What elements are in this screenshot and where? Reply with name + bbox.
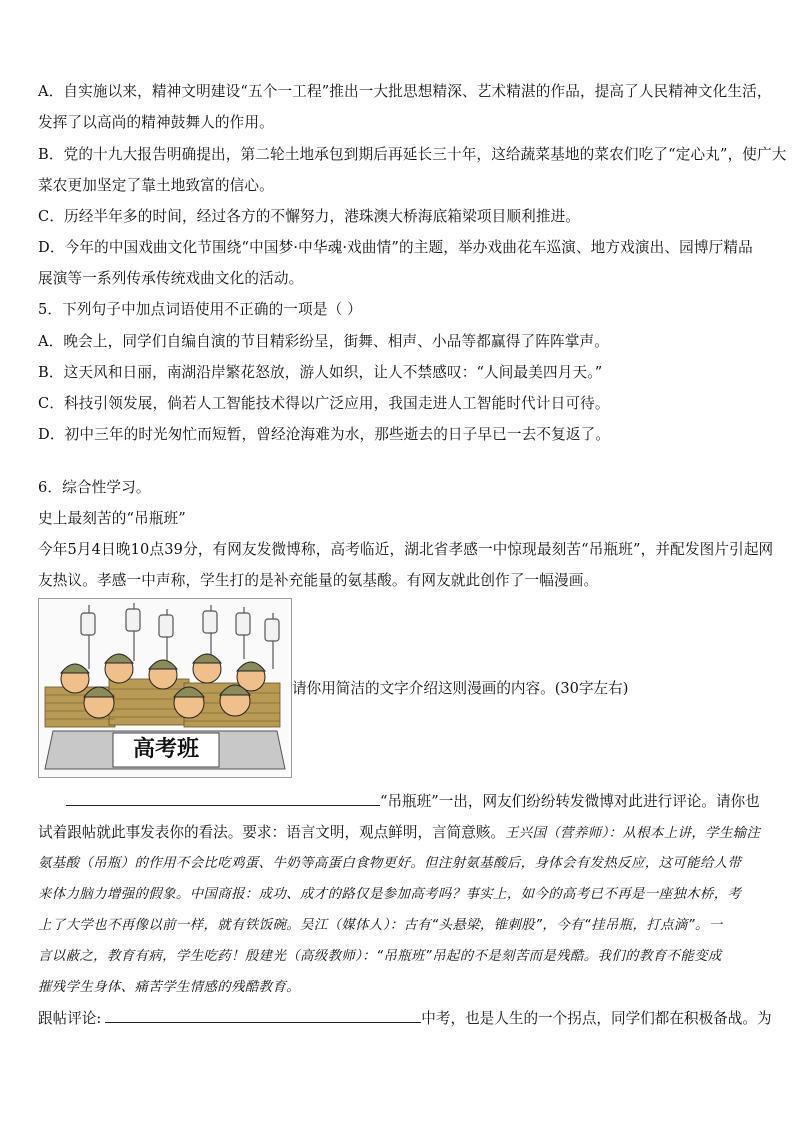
para-line1	[66, 791, 758, 813]
para-line3: 氨基酸（吊瓶）的作用不会比吃鸡蛋、牛奶等高蛋白食物更好。但注射氨基酸后，身体会有发热反应，这可能给人带	[38, 856, 742, 871]
para-line5: 上了大学也不再像以前一样，就有铁饭碗。吴江（媒体人）：古有“头悬梁，锥刺股”，今有“挂吊瓶，打点滴”。一	[38, 918, 723, 933]
question-6-intro-line1: 今年5月4日晚10点39分，有网友发微博称，高考临近，湖北省孝感一中惊现最刻苦“吊瓶班”，并配发图片引起网	[38, 541, 774, 558]
para-line4: 来体力脑力增强的假象。中国商报：成功、成才的路仅是参加高考吗？事实上，如今的高考已不再是一座独木桥，考	[38, 887, 742, 902]
question-5-stem: 5．下列句子中加点词语使用不正确的一项是（ ）	[38, 301, 362, 318]
option-5c: C．科技引领发展，倘若人工智能技术得以广泛应用，我国走进人工智能时代计日可待。	[38, 395, 610, 412]
option-4c: C．历经半年多的时间，经过各方的不懈努力，港珠澳大桥海底箱梁项目顺利推进。	[38, 208, 581, 225]
para-line1-text: “吊瓶班”一出，网友们纷纷转发微博对此进行评论。请你也	[380, 793, 760, 810]
option-5b: B．这天风和日丽，南湖沿岸繁花怒放，游人如织，让人不禁感叹：“人间最美四月天。”	[38, 364, 603, 381]
question-6-title: 史上最刻苦的“吊瓶班”	[38, 510, 186, 527]
para-line2-requirement: 试着跟帖就此事发表你的看法。要求：语言文明，观点鲜明，言简意赅。	[38, 824, 506, 841]
para-line6: 言以蔽之，教育有病，学生吃药！殷建光（高级教师）：“吊瓶班”吊起的不是刻苦而是残酷。我们的教育不能变成	[38, 949, 722, 964]
option-4d-line1: D．今年的中国戏曲文化节围绕“中国梦·中华魂·戏曲情”的主题，举办戏曲花车巡演、地方戏演出、园博厅精品	[38, 239, 753, 256]
answer-blank-2[interactable]	[105, 1008, 421, 1023]
follow-up-label: 跟帖评论:	[38, 1010, 102, 1027]
para-line2	[38, 822, 761, 845]
option-4a-line2: 发挥了以高尚的精神鼓舞人的作用。	[38, 114, 274, 131]
question-6-stem: 6．综合性学习。	[38, 479, 151, 496]
answer-blank-1[interactable]	[66, 791, 380, 806]
cartoon-banner-text: 高考班	[132, 737, 199, 762]
option-4d-line2: 展演等一系列传承传统戏曲文化的活动。	[38, 270, 304, 287]
option-5a: A．晚会上，同学们自编自演的节目精彩纷呈，街舞、相声、小品等都赢得了阵阵掌声。	[38, 333, 609, 350]
question-6-intro-line2: 友热议。孝感一中声称，学生打的是补充能量的氨基酸。有网友就此创作了一幅漫画。	[38, 572, 599, 589]
cartoon-question: 请你用简洁的文字介绍这则漫画的内容。(30字左右)	[292, 680, 629, 697]
option-4a-line1: A．自实施以来，精神文明建设“五个一工程”推出一大批思想精深、艺术精湛的作品，提高了人民精神文化生活，	[38, 83, 772, 100]
option-4b-line2: 菜农更加坚定了靠土地致富的信心。	[38, 177, 274, 194]
option-5d: D．初中三年的时光匆忙而短暂，曾经沧海难为水，那些逝去的日子早已一去不复返了。	[38, 426, 611, 443]
follow-up-text: 中考，也是人生的一个拐点，同学们都在积极备战。为	[421, 1010, 772, 1027]
para-line7: 摧残学生身体、痛苦学生情感的残酷教育。	[38, 980, 301, 995]
cartoon-image	[38, 598, 292, 778]
para-line2-quote: 王兴国（营养师）：从根本上讲，学生输注	[505, 826, 761, 841]
option-4b-line1: B．党的十九大报告明确提出，第二轮土地承包到期后再延长三十年，这给蔬菜基地的菜农们吃了“定心丸”，使广大	[38, 146, 787, 163]
follow-up-line	[38, 1008, 772, 1030]
